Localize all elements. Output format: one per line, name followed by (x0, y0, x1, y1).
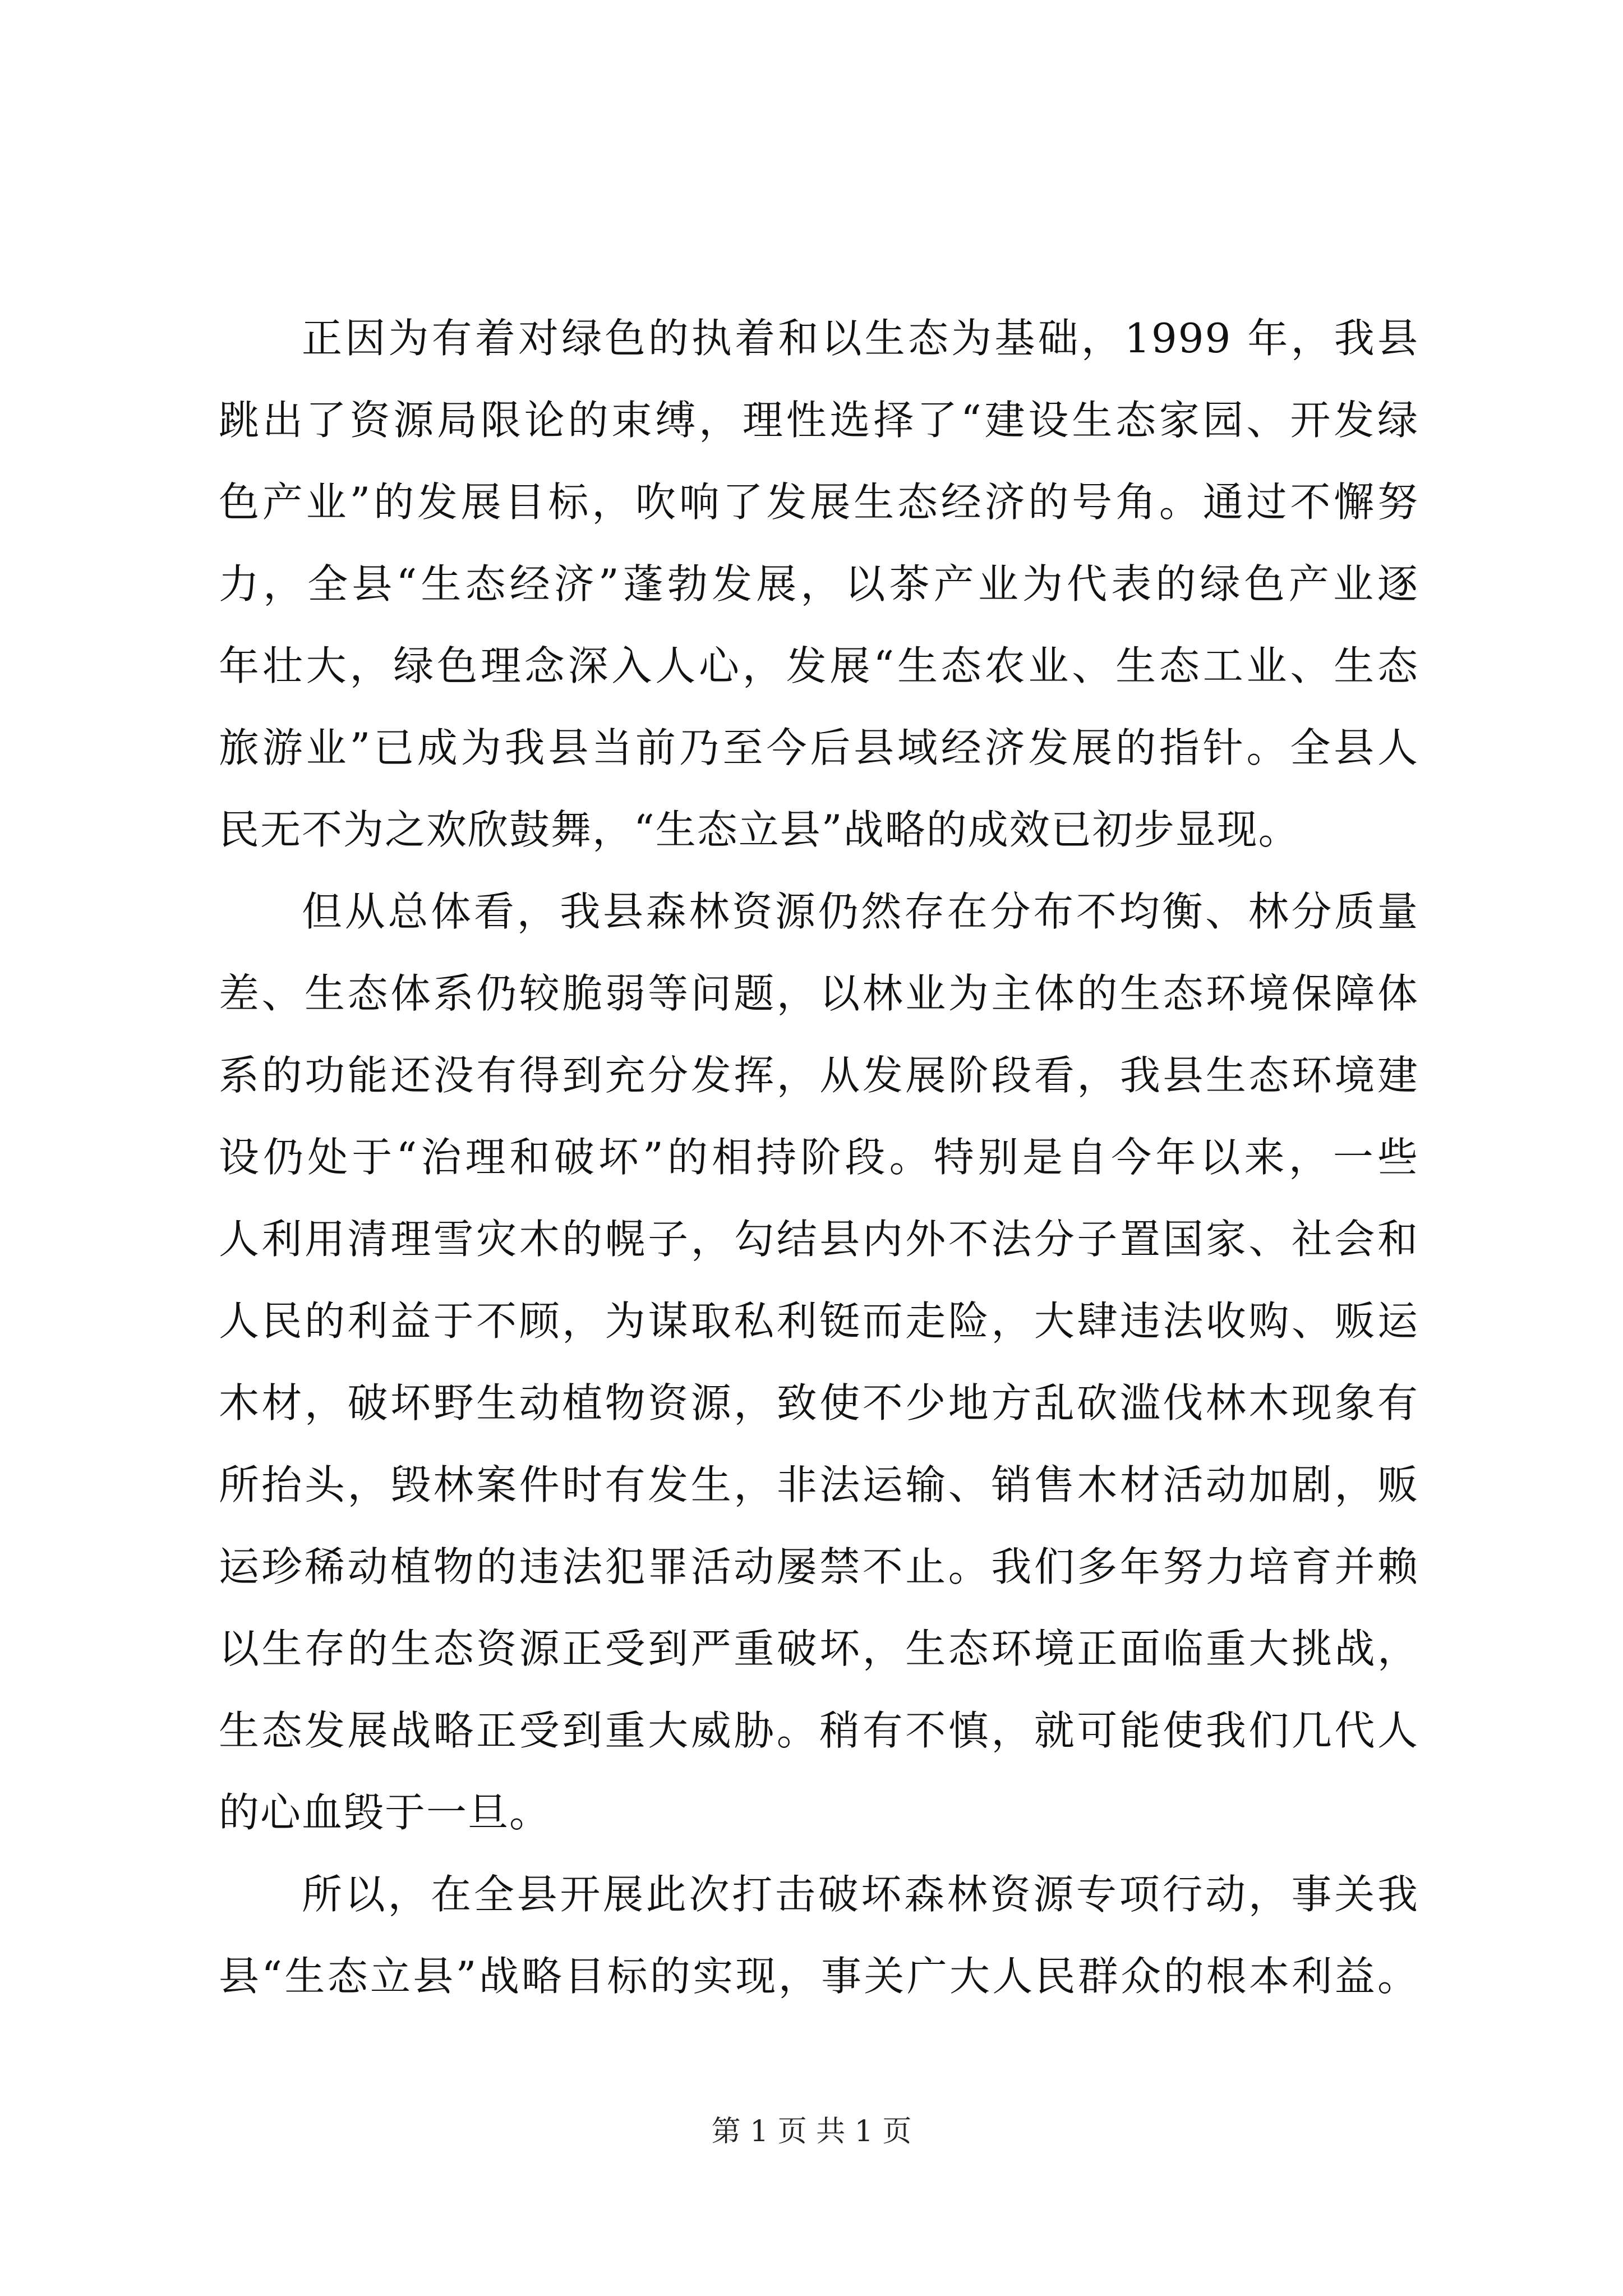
text-line: 木材，破坏野生动植物资源，致使不少地方乱砍滥伐林木现象有 (219, 1379, 1419, 1427)
paragraph-2 (219, 871, 1419, 1853)
text-line: 所抬头，毁林案件时有发生，非法运输、销售木材活动加剧，贩 (219, 1461, 1419, 1508)
text-line: 的心血毁于一旦。 (219, 1789, 551, 1836)
text-line: 民无不为之欢欣鼓舞，“生态立县”战略的成效已初步显现。 (219, 806, 1300, 853)
text-line: 县“生态立县”战略目标的实现，事关广大人民群众的根本利益。 (219, 1953, 1419, 2000)
text-line: 色产业”的发展目标，吹响了发展生态经济的号角。通过不懈努 (219, 478, 1419, 526)
paragraph-3 (219, 1853, 1419, 2017)
text-line: 人民的利益于不顾，为谋取私利铤而走险，大肆违法收购、贩运 (219, 1297, 1419, 1345)
text-line: 旅游业”已成为我县当前乃至今后县域经济发展的指针。全县人 (219, 724, 1419, 771)
page-footer (0, 2109, 1623, 2154)
text-line: 所以，在全县开展此次打击破坏森林资源专项行动，事关我 (302, 1871, 1419, 1918)
text-line: 正因为有着对绿色的执着和以生态为基础，1999 年，我县 (302, 315, 1419, 362)
text-line: 力，全县“生态经济”蓬勃发展，以茶产业为代表的绿色产业逐 (219, 560, 1419, 608)
body-text (219, 297, 1419, 2017)
text-line: 但从总体看，我县森林资源仍然存在分布不均衡、林分质量 (302, 888, 1419, 935)
page-number-label: 第 1 页 共 1 页 (711, 2115, 912, 2148)
text-line: 年壮大，绿色理念深入人心，发展“生态农业、生态工业、生态 (219, 642, 1419, 689)
text-line: 人利用清理雪灾木的幌子，勾结县内外不法分子置国家、社会和 (219, 1216, 1419, 1263)
text-line: 以生存的生态资源正受到严重破坏，生态环境正面临重大挑战， (219, 1625, 1419, 1672)
text-line: 系的功能还没有得到充分发挥，从发展阶段看，我县生态环境建 (219, 1052, 1419, 1099)
text-line: 跳出了资源局限论的束缚，理性选择了“建设生态家园、开发绿 (219, 397, 1419, 444)
text-line: 设仍处于“治理和破坏”的相持阶段。特别是自今年以来，一些 (219, 1134, 1419, 1181)
paragraph-1 (219, 297, 1419, 871)
text-line: 差、生态体系仍较脆弱等问题，以林业为主体的生态环境保障体 (219, 970, 1419, 1017)
text-line: 运珍稀动植物的违法犯罪活动屡禁不止。我们多年努力培育并赖 (219, 1543, 1419, 1590)
text-line: 生态发展战略正受到重大威胁。稍有不慎，就可能使我们几代人 (219, 1707, 1419, 1754)
